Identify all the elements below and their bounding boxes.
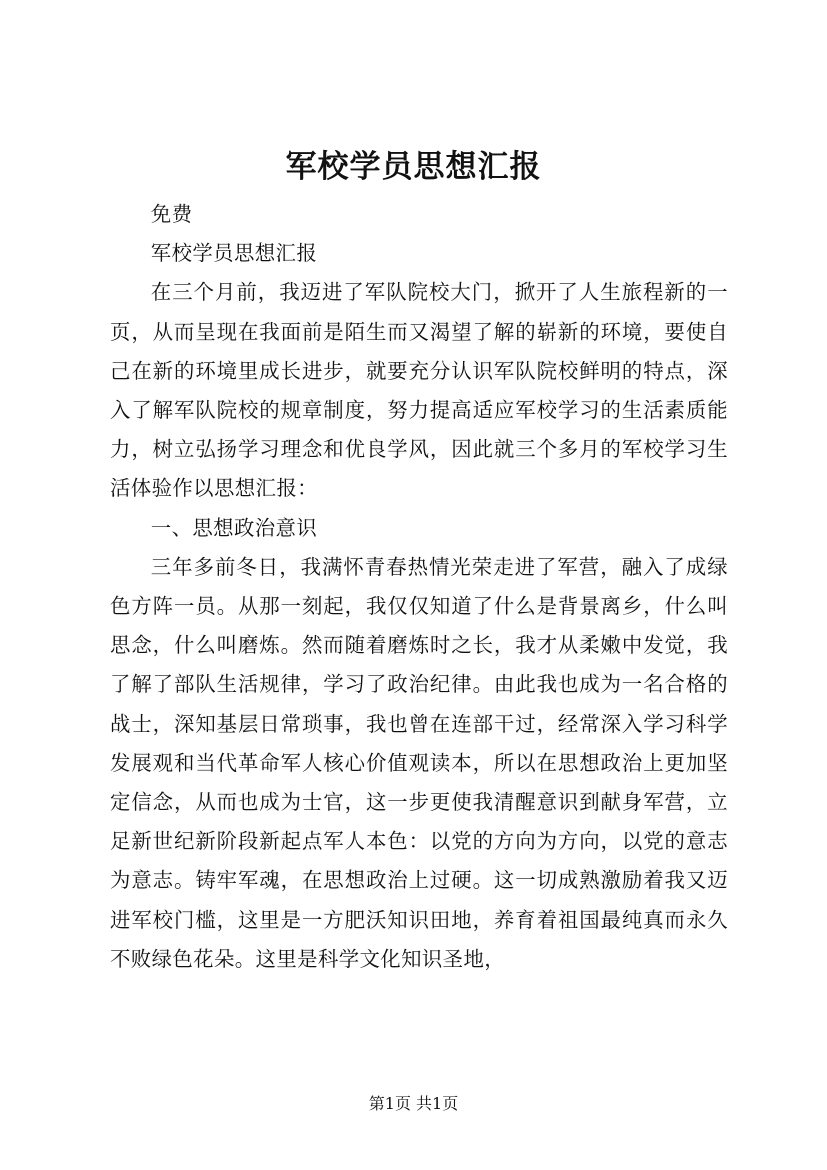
paragraph-intro: 在三个月前，我迈进了军队院校大门，掀开了人生旅程新的一页，从而呈现在我面前是陌生而又渴望了解的崭新的环境，要使自己在新的环境里成长进步，就要充分认识军队院校鲜明的特点，深入了解军队院校的规章制度，努力提高适应军校学习的生活素质能力，树立弘扬学习理念和优良学风，因此就三个多月的军校学习生活体验作以思想汇报： bbox=[110, 280, 728, 501]
paragraph-political: 三年多前冬日，我满怀青春热情光荣走进了军营，融入了成绿色方阵一员。从那一刻起，我仅仅知道了什么是背景离乡，什么叫思念，什么叫磨炼。然而随着磨炼时之长，我才从柔嫩中发觉，我了解了部队生活规律，学习了政治纪律。由此我也成为一名合格的战士，深知基层日常琐事，我也曾在连部干过，经常深入学习科学发展观和当代革命军人核心价值观读本，所以在思想政治上更加坚定信念，从而也成为士官，这一步更使我清醒意识到献身军营，立足新世纪新阶段新起点军人本色：以党的方向为方向，以党的意志为意志。铸牢军魂，在思想政治上过硬。这一切成熟激励着我又迈进军校门槛，这里是一方肥沃知识田地，养育着祖国最纯真而永久不败绿色花朵。这里是科学文化知识圣地， bbox=[110, 554, 728, 971]
document-title: 军校学员思想汇报 bbox=[285, 149, 542, 185]
page-footer: 第1页 共1页 bbox=[368, 1094, 459, 1113]
paragraph-subtitle: 军校学员思想汇报 bbox=[150, 241, 318, 266]
section-heading: 一、思想政治意识 bbox=[150, 515, 318, 540]
paragraph-free-label: 免费 bbox=[150, 202, 193, 226]
document-body bbox=[110, 195, 728, 979]
